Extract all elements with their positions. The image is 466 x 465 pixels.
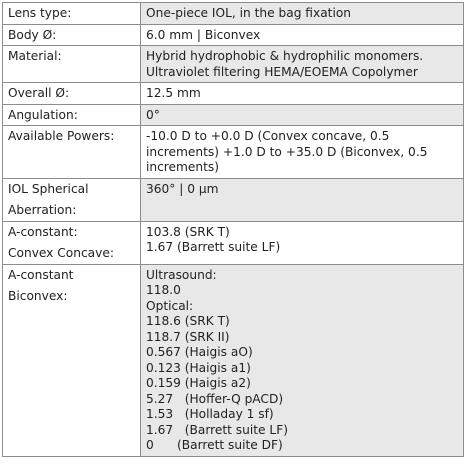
spec-value: 0°: [146, 107, 160, 122]
spec-value: 118.7 (SRK II): [146, 329, 230, 344]
spec-label: Aberration:: [8, 203, 77, 217]
spec-value: -10.0 D to +0.0 D (Convex concave, 0.5 increments) +1.0 D to +35.0 D (Biconvex, 0.5 increments): [146, 129, 428, 174]
spec-label: A-constant:: [8, 224, 78, 239]
spec-row: [3, 178, 464, 221]
spec-label: Angulation:: [8, 107, 78, 122]
spec-value: 0.123 (Haigis a1): [146, 360, 251, 375]
spec-value: 0 (Barrett suite DF): [146, 438, 283, 452]
spec-row: [3, 3, 464, 25]
spec-value: 12.5 mm: [146, 86, 201, 100]
spec-value-cell: [141, 46, 464, 83]
spec-value-cell: [141, 24, 464, 46]
spec-value-cell: [141, 104, 464, 126]
spec-value-cell: [141, 178, 464, 221]
spec-value: 0.159 (Haigis a2): [146, 376, 251, 390]
spec-value: 1.67 (Barrett suite LF): [146, 422, 288, 437]
spec-label: Convex Concave:: [8, 246, 114, 260]
spec-label: Overall Ø:: [8, 86, 70, 100]
spec-row: [3, 46, 464, 83]
spec-label-cell: [3, 264, 141, 456]
spec-label-cell: [3, 104, 141, 126]
spec-value: Hybrid hydrophobic & hydrophilic monomers. Ultraviolet filtering HEMA/EOEMA Copolymer: [146, 49, 424, 79]
spec-label-cell: [3, 83, 141, 105]
spec-row: [3, 264, 464, 456]
spec-label: Available Powers:: [8, 129, 115, 143]
spec-row: [3, 24, 464, 46]
spec-value: Ultrasound:: [146, 267, 217, 282]
spec-label-cell: [3, 178, 141, 221]
spec-value-cell: [141, 264, 464, 456]
spec-value-cell: [141, 3, 464, 25]
lens-spec-table: [2, 2, 464, 457]
spec-value: 5.27 (Hoffer-Q pACD): [146, 391, 284, 406]
spec-value-cell: [141, 126, 464, 179]
spec-value: 1.53 (Holladay 1 sf): [146, 407, 274, 421]
spec-label-cell: [3, 221, 141, 264]
spec-label: Biconvex:: [8, 289, 68, 303]
spec-label: A-constant: [8, 267, 74, 282]
spec-label-cell: [3, 3, 141, 25]
spec-row: [3, 221, 464, 264]
spec-label: Lens type:: [8, 6, 72, 20]
spec-value: Optical:: [146, 298, 194, 313]
lens-spec-table-body: [3, 3, 464, 457]
spec-row: [3, 104, 464, 126]
spec-value-cell: [141, 83, 464, 105]
spec-value: 118.6 (SRK T): [146, 314, 230, 328]
spec-label: IOL Spherical: [8, 181, 89, 196]
spec-value: 103.8 (SRK T): [146, 224, 230, 239]
spec-value: 118.0: [146, 283, 181, 297]
spec-label-cell: [3, 46, 141, 83]
spec-value: 360° | 0 µm: [146, 181, 219, 196]
spec-label-cell: [3, 24, 141, 46]
spec-row: [3, 83, 464, 105]
spec-value: One-piece IOL, in the bag fixation: [146, 6, 352, 20]
spec-value: 6.0 mm | Biconvex: [146, 27, 261, 42]
spec-label: Body Ø:: [8, 27, 57, 42]
spec-label: Material:: [8, 49, 62, 63]
spec-value: 0.567 (Haigis aO): [146, 345, 253, 359]
spec-label-cell: [3, 126, 141, 179]
spec-row: [3, 126, 464, 179]
spec-value: 1.67 (Barrett suite LF): [146, 240, 281, 254]
spec-value-cell: [141, 221, 464, 264]
